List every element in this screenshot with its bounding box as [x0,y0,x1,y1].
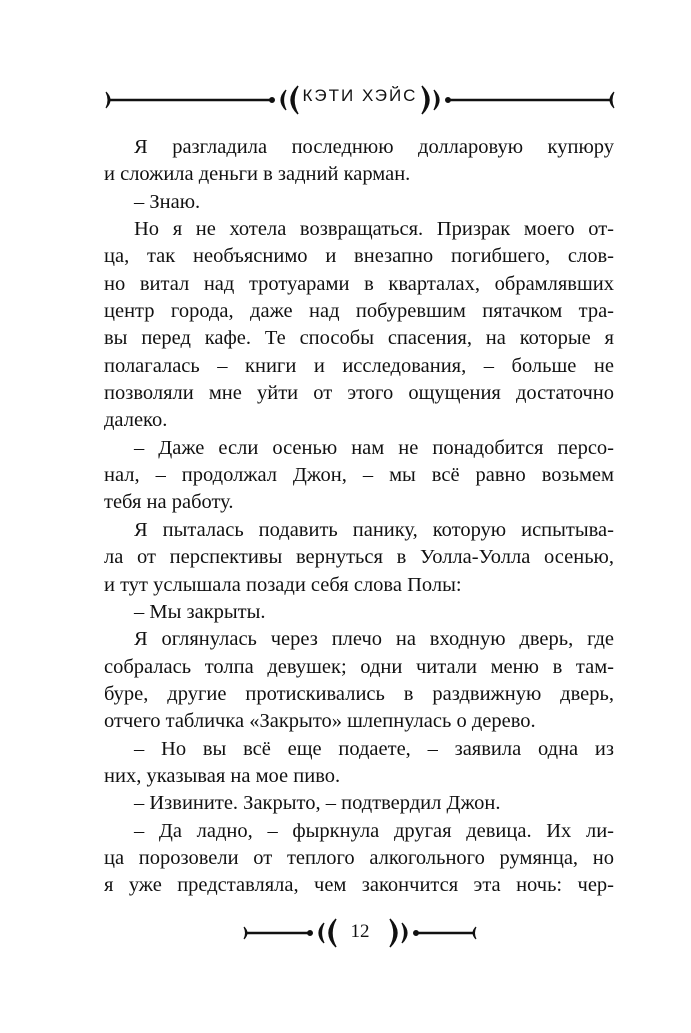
text-line: Я пыталась подавить панику, которую испытыва- [134,518,614,541]
text-line: – Но вы всё еще подаете, – заявила одна из [134,737,614,760]
text-line: вы перед кафе. Те способы спасения, на которые я [104,327,614,350]
text-line: отчего табличка «Закрыто» шлепнулась о дерево. [104,710,536,733]
text-line: далеко. [104,409,168,432]
text-line: и тут услышала позади себя слова Полы: [104,573,462,596]
text-line: – Мы закрыты. [134,600,266,623]
text-line: Я оглянулась через плечо на входную дверь, где [134,628,614,651]
text-line: ла от перспективы вернуться в Уолла-Уолла осенью, [104,546,614,569]
text-line: ца порозовели от теплого алкогольного румянца, но [104,846,614,869]
text-line: Я разгладила последнюю долларовую купюру [134,136,614,158]
text-line: них, указывая на мое пиво. [104,764,341,787]
author-name: КЭТИ ХЭЙС [302,86,418,105]
text-line: буре, другие протискивались в раздвижную дверь, [104,682,614,705]
text-line: тебя на работу. [104,491,234,514]
text-line: собралась толпа девушек; одни читали меню в там- [104,655,614,678]
text-line: ца, так необъяснимо и внезапно погибшего, слов- [104,245,614,268]
text-line: – Даже если осенью нам не понадобится персо- [134,436,614,459]
running-footer [240,913,480,953]
text-line: – Знаю. [134,190,201,213]
text-line: нал, – продолжал Джон, – мы всё равно возьмем [104,464,614,487]
text-line: я уже представляла, чем закончится эта ночь: чер- [104,874,614,897]
text-line: и сложила деньги в задний карман. [104,163,411,186]
page-number: 12 [350,921,370,942]
text-line: позволяли мне уйти от этого ощущения достаточно [104,382,614,405]
text-line: но витал над тротуарами в кварталах, обрамлявших [104,272,614,295]
running-header [100,80,620,120]
text-line: центр города, даже над побуревшим пятачком тра- [104,300,614,323]
text-line: Но я не хотела возвращаться. Призрак моего от- [134,218,614,241]
body-text [104,134,614,900]
text-line: полагалась – книги и исследования, – больше не [104,354,614,377]
text-line: – Извините. Закрыто, – подтвердил Джон. [134,792,501,815]
text-line: – Да ладно, – фыркнула другая девица. Их ли- [134,819,614,842]
